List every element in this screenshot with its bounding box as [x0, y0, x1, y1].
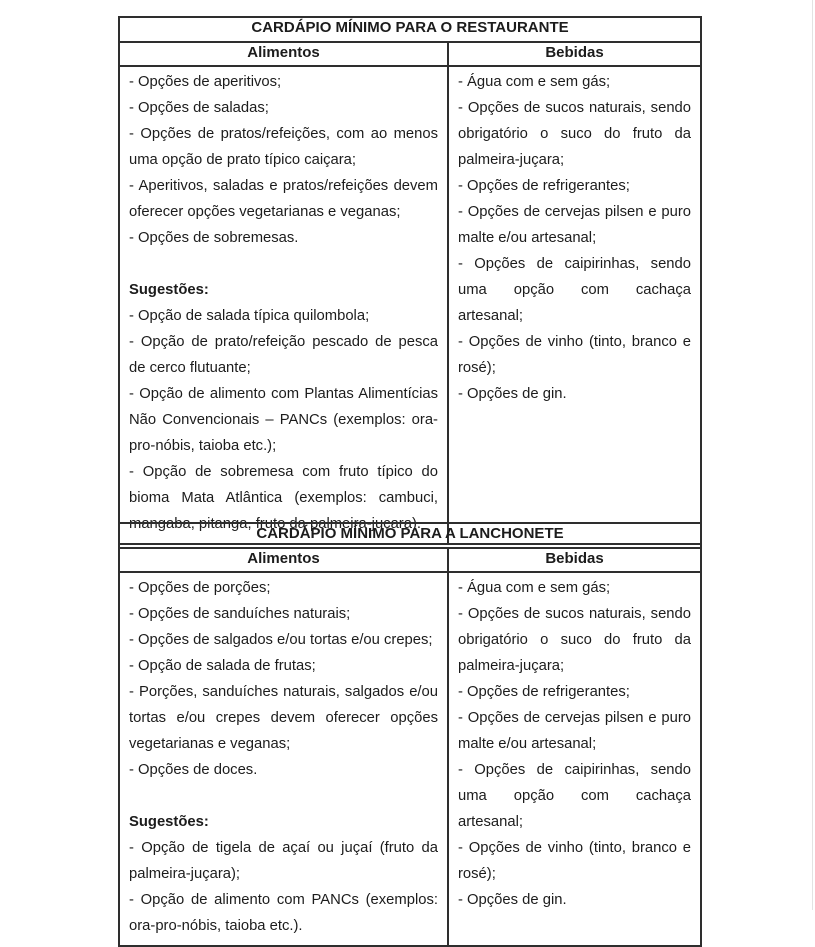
menu-line: - Opções de sucos naturais, sendo obrigatório o suco do fruto da palmeira-juçara; — [458, 606, 691, 674]
column-header-alimentos: Alimentos — [119, 42, 448, 66]
menu-line: - Porções, sanduíches naturais, salgados e/ou tortas e/ou crepes devem oferecer opções vegetarianas e veganas; — [129, 684, 438, 752]
menu-line: - Opções de cervejas pilsen e puro malte e/ou artesanal; — [458, 710, 691, 752]
menu-line: - Opções de vinho (tinto, branco e rosé); — [458, 334, 692, 376]
menu-line: - Opções de aperitivos; — [129, 74, 282, 90]
page-edge-divider — [812, 0, 813, 910]
snackbar-menu-table — [118, 522, 702, 947]
bebidas-cell — [448, 572, 701, 946]
restaurant-menu-table — [118, 16, 702, 545]
menu-line: - Opção de alimento com Plantas Alimentícias Não Convencionais – PANCs (exemplos: ora-pro-nóbis, taioba etc.); — [129, 386, 438, 454]
table-header-row — [119, 42, 701, 66]
alimentos-cell — [119, 66, 448, 544]
column-header-bebidas: Bebidas — [448, 42, 701, 66]
menu-line: - Opções de pratos/refeições, com ao menos uma opção de prato típico caiçara; — [129, 126, 438, 168]
menu-line: - Opções de vinho (tinto, branco e rosé); — [458, 840, 691, 882]
table-title-row — [119, 17, 701, 42]
menu-line: - Opções de gin. — [458, 386, 567, 402]
menu-line: - Opção de prato/refeição pescado de pesca de cerco flutuante; — [129, 334, 438, 376]
menu-line: - Opções de refrigerantes; — [458, 178, 630, 194]
menu-line: - Água com e sem gás; — [458, 580, 611, 596]
menu-line: - Opções de gin. — [458, 892, 567, 908]
column-header-bebidas: Bebidas — [448, 548, 701, 572]
table-body-row — [119, 572, 701, 946]
column-header-alimentos: Alimentos — [119, 548, 448, 572]
menu-line: - Opções de salgados e/ou tortas e/ou crepes; — [129, 632, 433, 648]
menu-line: Sugestões: — [129, 814, 209, 830]
menu-line: - Opção de salada de frutas; — [129, 658, 316, 674]
table-title-row — [119, 523, 701, 548]
menu-line: - Opção de sobremesa com fruto típico do bioma Mata Atlântica (exemplos: cambuci, mangaba, pitanga, fruto da palmeira-juçara). — [129, 464, 438, 532]
alimentos-cell — [119, 572, 448, 946]
menu-line: - Opções de cervejas pilsen e puro malte e/ou artesanal; — [458, 204, 692, 246]
menu-line: - Aperitivos, saladas e pratos/refeições devem oferecer opções vegetarianas e veganas; — [129, 178, 438, 220]
menu-line: - Opções de porções; — [129, 580, 271, 596]
menu-line: - Opções de doces. — [129, 762, 258, 778]
table-body-row — [119, 66, 701, 544]
table-header-row — [119, 548, 701, 572]
table-title: CARDÁPIO MÍNIMO PARA A LANCHONETE — [119, 523, 701, 548]
menu-line — [129, 783, 438, 809]
menu-line: - Opções de sanduíches naturais; — [129, 606, 351, 622]
menu-line — [129, 251, 438, 277]
menu-line: - Água com e sem gás; — [458, 74, 611, 90]
menu-line: - Opções de refrigerantes; — [458, 684, 630, 700]
menu-line: - Opções de sobremesas. — [129, 230, 299, 246]
menu-line: - Opção de tigela de açaí ou juçaí (fruto da palmeira-juçara); — [129, 840, 438, 882]
menu-line: - Opções de sucos naturais, sendo obrigatório o suco do fruto da palmeira-juçara; — [458, 100, 692, 168]
menu-line: - Opção de salada típica quilombola; — [129, 308, 370, 324]
table-title: CARDÁPIO MÍNIMO PARA O RESTAURANTE — [119, 17, 701, 42]
menu-line: - Opções de caipirinhas, sendo uma opção com cachaça artesanal; — [458, 256, 692, 324]
menu-line: - Opções de saladas; — [129, 100, 269, 116]
bebidas-cell — [448, 66, 701, 544]
menu-line: Sugestões: — [129, 282, 209, 298]
menu-line: - Opção de alimento com PANCs (exemplos: ora-pro-nóbis, taioba etc.). — [129, 892, 438, 934]
menu-line: - Opções de caipirinhas, sendo uma opção com cachaça artesanal; — [458, 762, 691, 830]
